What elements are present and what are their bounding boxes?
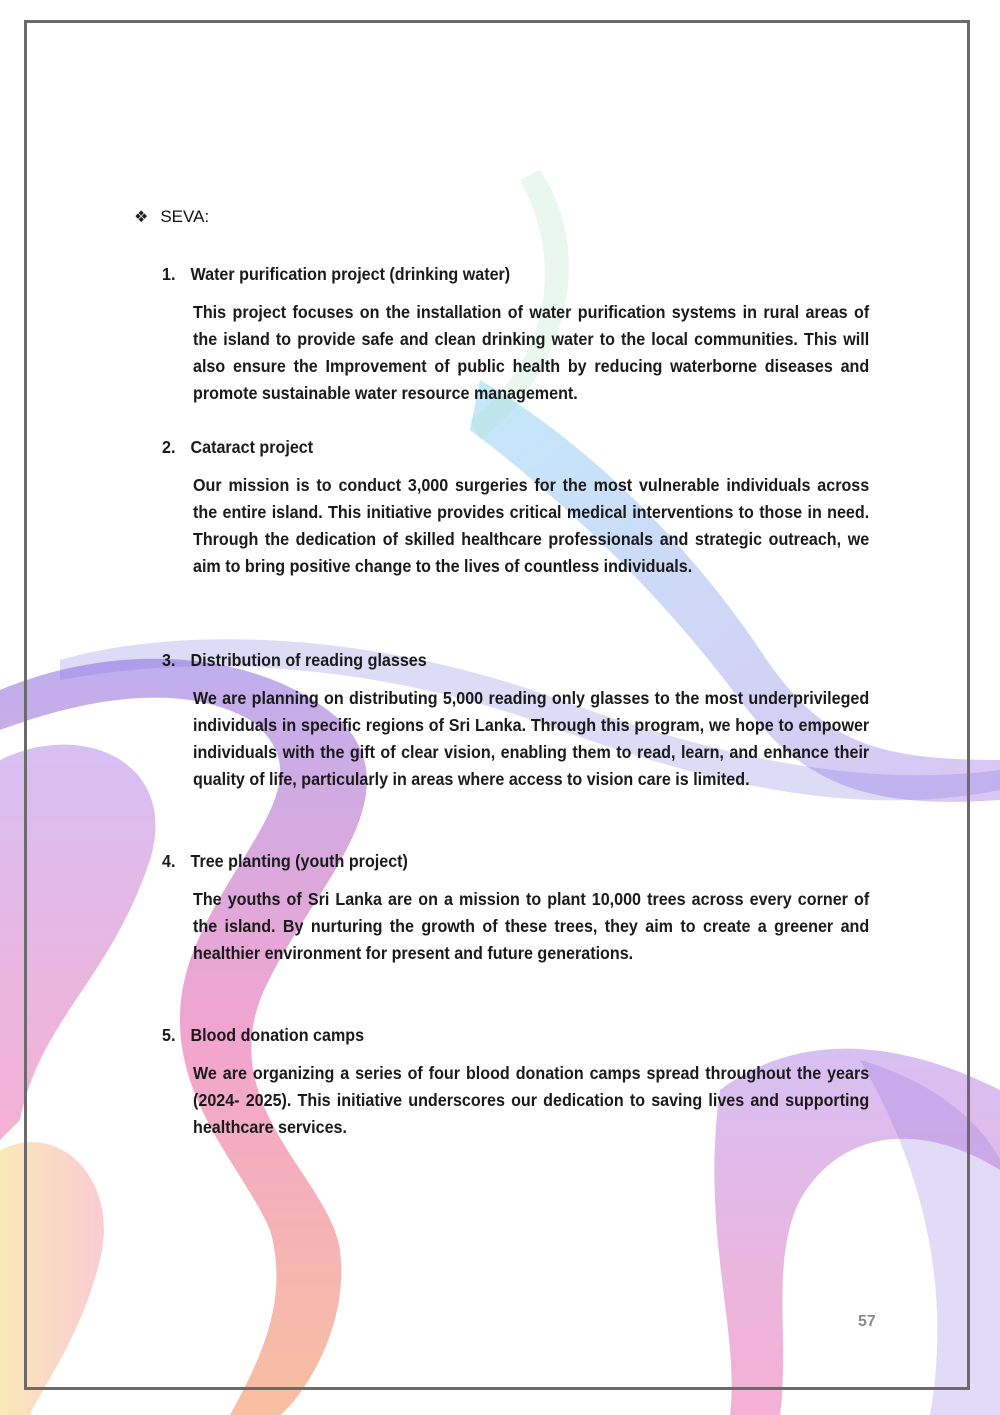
- item-title: Tree planting (youth project): [190, 851, 408, 871]
- list-item: [162, 1025, 868, 1141]
- page-number: 57: [858, 1313, 876, 1330]
- diamond-bullet-icon: ❖: [134, 209, 149, 226]
- item-number: 1.: [162, 264, 176, 284]
- item-number: 5.: [162, 1025, 176, 1045]
- list-item: [162, 851, 868, 967]
- item-body: Our mission is to conduct 3,000 surgeries for the most vulnerable individuals across the entire island. This initiative provides critical medical interventions to those in need. Through the dedication of skilled healthcare professionals and strategic outreach, we aim to bring positive change to the lives of countless individuals.: [193, 475, 870, 576]
- item-heading: [162, 437, 863, 458]
- item-title: Distribution of reading glasses: [190, 650, 427, 670]
- item-title: Blood donation camps: [190, 1025, 365, 1045]
- list-item: [162, 437, 868, 580]
- item-body: We are organizing a series of four blood donation camps spread throughout the years (2024- 2025). This initiative underscores our dedication to saving lives and supporting healthcare services.: [193, 1063, 870, 1137]
- item-body: This project focuses on the installation of water purification systems in rural areas of the island to provide safe and clean drinking water to the local communities. This will also ensure the Improvement of public health by reducing waterborne diseases and promote sustainable water resource management.: [193, 302, 870, 403]
- item-body: We are planning on distributing 5,000 reading only glasses to the most underprivileged individuals in specific regions of Sri Lanka. Through this program, we hope to empower individuals with the gift of clear vision, enabling them to read, learn, and enhance their quality of life, particularly in areas where access to vision care is limited.: [193, 688, 870, 789]
- item-number: 4.: [162, 851, 176, 871]
- item-title: Cataract project: [190, 437, 314, 457]
- item-number: 3.: [162, 650, 176, 670]
- list-item: [162, 650, 868, 793]
- item-heading: [162, 1025, 863, 1046]
- item-heading: [162, 851, 863, 872]
- item-title: Water purification project (drinking water): [190, 264, 511, 284]
- item-body: The youths of Sri Lanka are on a mission to plant 10,000 trees across every corner of the island. By nurturing the growth of these trees, they aim to create a greener and healthier environment for present and future generations.: [193, 889, 870, 963]
- item-heading: [162, 264, 863, 285]
- item-number: 2.: [162, 437, 176, 457]
- section-title: SEVA:: [160, 207, 210, 226]
- section-heading: [134, 207, 209, 227]
- item-heading: [162, 650, 863, 671]
- list-item: [162, 264, 868, 407]
